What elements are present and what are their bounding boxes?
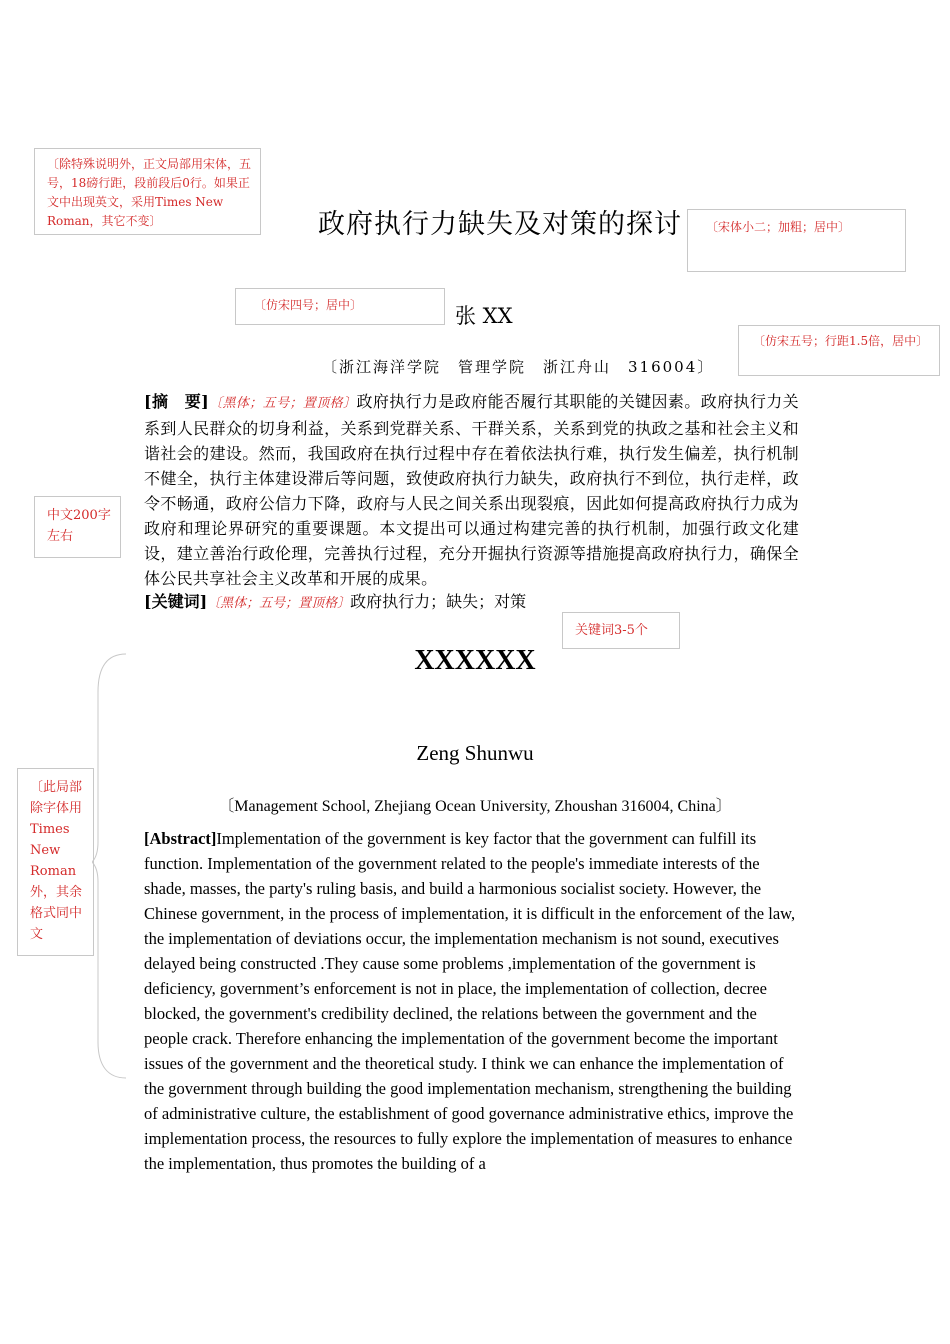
note-author-format: 〔仿宋四号；居中〕 bbox=[235, 288, 445, 325]
affiliation-en: 〔Management School, Zhejiang Ocean University, Zhoushan 316004, China〕 bbox=[218, 798, 732, 815]
abstract-cn bbox=[144, 389, 799, 591]
abstract-en bbox=[144, 826, 799, 1176]
note-keyword-count: 关键词3-5个 bbox=[562, 612, 680, 649]
keywords-label-cn: [关键词] bbox=[144, 592, 208, 611]
keywords-hint-cn: 〔黑体；五号；置顶格〕 bbox=[207, 596, 351, 611]
note-global-format: 〔除特殊说明外，正文局部用宋体，五号，18磅行距，段前段后0行。如果正文中出现英文，采用Times New Roman，其它不变〕 bbox=[34, 148, 261, 235]
note-affil-format: 〔仿宋五号；行距1.5倍，居中〕 bbox=[738, 325, 940, 376]
abstract-text-cn: 政府执行力是政府能否履行其职能的关键因素。政府执行力关系到人民群众的切身利益，关系到党群关系、干群关系，关系到党的执政之基和社会主义和谐社会的建设。然而，我国政府在执行过程中存在着依法执行难，执行发生偏差，执行机制不健全，执行主体建设滞后等问题，致使政府执行力缺失，政府执行不到位，执行走样，政令不畅通，政府公信力下降，政府与人民之间关系出现裂痕，因此如何提高政府执行力成为政府和理论界研究的重要课题。本文提出可以通过构建完善的执行机制，加强行政文化建设，建立善治行政伦理，完善执行过程，充分开掘执行资源等措施提高政府执行力，确保全体公民共享社会主义改革和开展的成果。 bbox=[144, 392, 799, 588]
abstract-label-en: [Abstract] bbox=[144, 829, 217, 848]
affiliation-cn: 〔浙江海洋学院 管理学院 浙江舟山 316004〕 bbox=[322, 358, 715, 376]
note-title-format: 〔宋体小二；加粗；居中〕 bbox=[687, 209, 906, 272]
abstract-hint-cn: 〔黑体；五号；置顶格〕 bbox=[209, 396, 357, 411]
author-en: Zeng Shunwu bbox=[416, 741, 534, 765]
keywords-text-cn: 政府执行力；缺失；对策 bbox=[350, 592, 527, 611]
author-cn: 张 XX bbox=[455, 304, 513, 328]
note-english-format: 〔此局部除字体用Times New Roman外，其余格式同中文 bbox=[17, 768, 94, 956]
abstract-text-en: Implementation of the government is key factor that the government can fulfill its function. Implementation of the government related to the people's immediate interests of the shade, masses, the party's ruling basis, and build a harmonious socialist society. However, the Chinese government, in the process of implementation, it is difficult in the enforcement of the law, the implementation of deviations occur, the implementation mechanism is not sound, executives delayed being constructed .They cause some problems ,implementation of the government is deficiency, government’s enforcement is not in place, the implementation of collection, decree blocked, the government's credibility declined, the relations between the government and the people crack. Therefore enhancing the implementation of the government become the important issues of the government and the theoretical study. I think we can enhance the implementation of the government through building the good implementation mechanism, strengthening the building of administrative culture, the establishment of good governance administrative ethics, improve the implementation process, the resources to fully explore the implementation of measures to enhance the implementation, thus promotes the building of a bbox=[144, 829, 796, 1173]
page-title-cn: 政府执行力缺失及对策的探讨 bbox=[318, 209, 682, 240]
abstract-label-cn: [摘 要] bbox=[144, 392, 210, 411]
brace-connector bbox=[92, 652, 132, 1082]
note-abstract-length: 中文200字左右 bbox=[34, 496, 121, 558]
page-title-en: XXXXXX bbox=[414, 645, 536, 676]
keywords-cn bbox=[144, 589, 526, 616]
